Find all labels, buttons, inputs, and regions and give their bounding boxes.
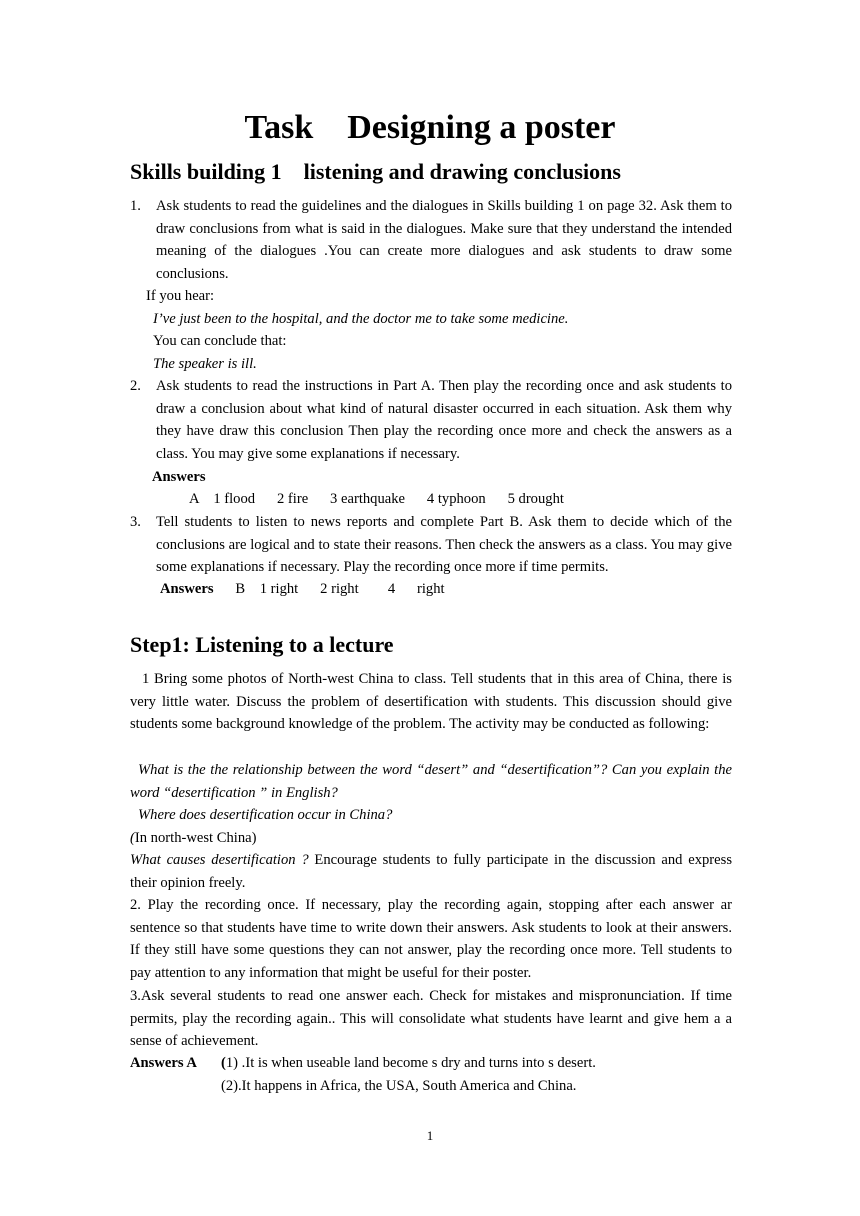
page-title: Task Designing a poster	[244, 109, 616, 146]
answer-2	[130, 827, 256, 850]
skills-heading: Skills building 1 listening and drawing conclusions	[130, 159, 621, 184]
item-number: 1.	[130, 198, 141, 214]
question-2: Where does desertification occur in China?	[138, 807, 393, 823]
step1-paragraph-1: 1 Bring some photos of North-west China to class. Tell students that in this area of China, there is very little water. Discuss the problem of desertification with students. This discussion should give students some background knowledge of the problem. The activity may be conducted as following:	[130, 671, 732, 733]
item-number: 2.	[130, 378, 141, 394]
answers-a-label: Answers A	[130, 1055, 197, 1071]
step1-paragraph-2: 2. Play the recording once. If necessary, play the recording again, stopping after each answer ar sentence so that students have time to write down their answers. Ask students to look at their answers. If they still have some questions they can not answer, play the recording once more. Tell students to pay attention to any information that might be useful for their poster.	[130, 897, 732, 981]
answer-a-1-paren: (	[221, 1055, 226, 1071]
item-text: Tell students to listen to news reports and complete Part B. Ask them to decide which of the conclusions are logical and to state their reasons. Then check the answers as a class. You may give some explanations if necessary. Play the recording once more if time permits.	[156, 514, 732, 576]
question-3-paragraph	[130, 849, 732, 894]
answers-a: A 1 flood 2 fire 3 earthquake 4 typhoon 5 drought	[189, 491, 564, 507]
example-conclude: The speaker is ill.	[153, 356, 257, 372]
question-1: What is the the relationship between the word “desert” and “desertification”? Can you explain the word “desertification ” in English?	[130, 762, 732, 801]
step1-heading: Step1: Listening to a lecture	[130, 632, 394, 657]
question-3: What causes desertification ?	[130, 852, 309, 868]
answer-2-paren: (	[130, 830, 135, 846]
answer-a-1-text: 1) .It is when useable land become s dry and turns into s desert.	[225, 1055, 596, 1071]
page-number: 1	[426, 1128, 434, 1143]
item-text: Ask students to read the guidelines and the dialogues in Skills building 1 on page 32. Ask them to draw conclusions from what is said in the dialogues. Make sure that they understand the intended meaning of the dialogues .You can create more dialogues and ask students to draw some conclusions.	[156, 198, 732, 282]
answer-a-2: (2).It happens in Africa, the USA, South America and China.	[221, 1078, 577, 1094]
list-item	[130, 195, 732, 285]
answers-b-row	[160, 578, 445, 601]
item-text: Ask students to read the instructions in Part A. Then play the recording once and ask students to draw a conclusion about what kind of natural disaster occurred in each situation. Ask them why they have draw this conclusion Then play the recording once more and check the answers as a class. You may give some explanations if necessary.	[156, 378, 732, 462]
answers-b: B 1 right 2 right 4 right	[235, 581, 445, 597]
answers-label: Answers	[152, 469, 206, 485]
item-number: 3.	[130, 514, 141, 530]
list-item	[130, 511, 732, 579]
step1-paragraph-3: 3.Ask several students to read one answer each. Check for mistakes and mispronunciation. If time permits, play the recording again.. This will consolidate what students have learnt and give hem a a sense of achievement.	[130, 988, 732, 1050]
question-3-instructions: Encourage students to fully participate in the discussion and express their opinion freely.	[130, 852, 732, 891]
answers-b-label: Answers	[160, 581, 214, 597]
if-you-hear-label: If you hear:	[146, 288, 215, 304]
answer-a-1	[221, 1052, 596, 1075]
conclude-label: You can conclude that:	[153, 333, 287, 349]
answer-2-text: In north-west China)	[134, 830, 257, 846]
list-item	[130, 375, 732, 465]
example-hear: I’ve just been to the hospital, and the doctor me to take some medicine.	[153, 311, 569, 327]
